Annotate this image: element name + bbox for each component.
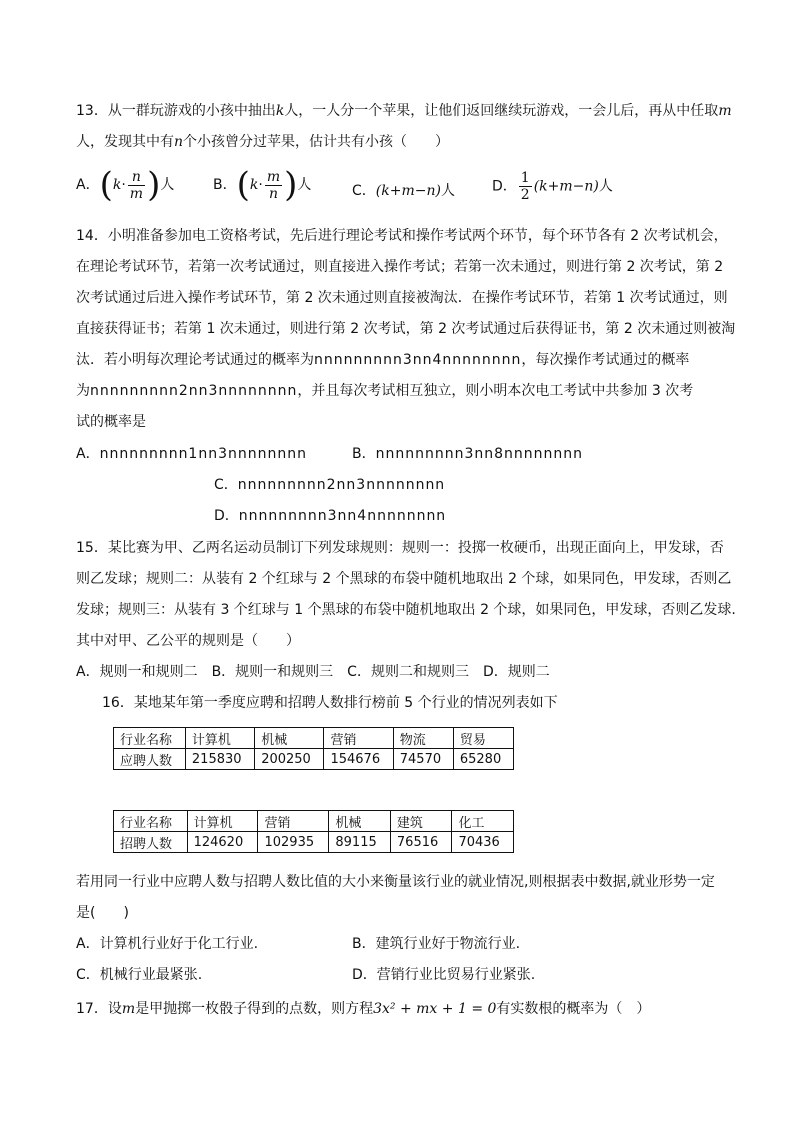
q13-text: 13．从一群玩游戏的小孩中抽出 bbox=[76, 103, 276, 119]
q13-option-b[interactable] bbox=[213, 165, 312, 205]
q16-option-b[interactable]: B．建筑行业好于物流行业. bbox=[352, 936, 521, 952]
unit: 人 bbox=[297, 177, 312, 193]
expression: (k+m−n) bbox=[375, 183, 441, 199]
q15-options[interactable]: A．规则一和规则二 B．规则一和规则三 C．规则二和规则三 D．规则二 bbox=[76, 664, 550, 680]
q17-line bbox=[76, 999, 650, 1019]
table-applicants bbox=[113, 727, 514, 770]
q14-line4: 直接获得证书；若第 1 次未通过，则进行第 2 次考试，第 2 次考试通过后获得证书，第 2 次未通过则被淘 bbox=[76, 321, 736, 337]
option-label: D． bbox=[492, 178, 517, 195]
denominator: n bbox=[268, 185, 278, 202]
numerator: m bbox=[266, 168, 281, 185]
q14-text: 为 bbox=[76, 383, 90, 399]
table-cell: 计算机 bbox=[185, 728, 254, 749]
table-recruitment bbox=[113, 810, 514, 853]
q15-line4: 其中对甲、乙公平的规则是（ ） bbox=[76, 633, 300, 649]
q13-option-c[interactable] bbox=[352, 180, 455, 200]
option-label: A． bbox=[76, 446, 100, 462]
q16-line1: 若用同一行业中应聘人数与招聘人数比值的大小来衡量该行业的就业情况,则根据表中数据,就业形势一定 bbox=[76, 874, 715, 890]
q14-option-d[interactable] bbox=[214, 506, 446, 526]
expression: (k+m−n) bbox=[533, 178, 599, 195]
var-m: m bbox=[718, 103, 732, 119]
table-cell: 招聘人数 bbox=[114, 832, 188, 853]
table-cell: 行业名称 bbox=[114, 728, 186, 749]
table-cell: 215830 bbox=[185, 749, 254, 770]
var-n: n bbox=[174, 134, 184, 150]
table-cell: 200250 bbox=[255, 749, 324, 770]
table-cell: 物流 bbox=[393, 728, 453, 749]
table-row bbox=[114, 749, 514, 770]
table-cell: 102935 bbox=[258, 832, 329, 853]
option-label: D． bbox=[214, 508, 239, 524]
table-row bbox=[114, 728, 514, 749]
fraction bbox=[128, 169, 145, 202]
table-cell: 65280 bbox=[453, 749, 513, 770]
q14-line7: 试的概率是 bbox=[76, 414, 146, 430]
table-cell: 124620 bbox=[187, 832, 258, 853]
q16-line2: 是( ) bbox=[76, 905, 129, 921]
dot: · bbox=[258, 177, 263, 193]
table-cell: 70436 bbox=[452, 832, 514, 853]
option-label: C． bbox=[214, 477, 238, 493]
q14-line5 bbox=[76, 350, 689, 370]
q13-text: 人，一人分一个苹果，让他们返回继续玩游戏，一会儿后，再从中任取 bbox=[284, 103, 719, 119]
right-paren: ) bbox=[284, 165, 298, 205]
q14-option-b[interactable] bbox=[352, 444, 583, 464]
unit: 人 bbox=[440, 183, 455, 199]
table-cell: 机械 bbox=[329, 811, 391, 832]
numerator: 1 bbox=[520, 170, 530, 186]
option-value: nnnnnnnnn3nn4nnnnnnnn bbox=[238, 508, 447, 524]
q15-line3: 发球；规则三：从装有 3 个红球与 1 个黑球的布袋中随机地取出 2 个球，如果同色，甲发球，否则乙发球. bbox=[76, 602, 736, 618]
q17-text: 有实数根的概率为（ ） bbox=[496, 1001, 651, 1017]
table-cell: 89115 bbox=[329, 832, 391, 853]
table-cell: 建筑 bbox=[390, 811, 452, 832]
var-k: k bbox=[275, 103, 285, 119]
q13-option-d[interactable] bbox=[492, 170, 613, 203]
q13-text: 人，发现其中有 bbox=[76, 134, 174, 150]
q13-line2 bbox=[76, 132, 449, 152]
placeholder-text: nnnnnnnnn2nn3nnnnnnnn bbox=[90, 383, 298, 399]
left-paren: ( bbox=[236, 165, 250, 205]
q15-line1: 15．某比赛为甲、乙两名运动员制订下列发球规则：规则一：投掷一枚硬币，出现正面向上，甲发球，否 bbox=[76, 540, 724, 556]
option-label: B． bbox=[213, 177, 237, 193]
option-label: C． bbox=[352, 183, 376, 199]
equation: 3x² + mx + 1 = 0 bbox=[373, 1001, 497, 1017]
table-cell: 应聘人数 bbox=[114, 749, 186, 770]
fraction bbox=[265, 169, 282, 202]
q14-text: ，并且每次考试相互独立，则小明本次电工考试中共参加 3 次考 bbox=[297, 383, 694, 399]
table-cell: 贸易 bbox=[453, 728, 513, 749]
numerator: n bbox=[128, 169, 145, 186]
var-k: k bbox=[112, 177, 122, 193]
table-cell: 74570 bbox=[393, 749, 453, 770]
option-value: nnnnnnnnn3nn8nnnnnnnn bbox=[375, 446, 584, 462]
q16-option-d[interactable]: D．营销行业比贸易行业紧张. bbox=[352, 967, 536, 983]
unit: 人 bbox=[160, 177, 175, 193]
q14-line2: 在理论考试环节，若第一次考试通过，则直接进入操作考试；若第一次未通过，则进行第 2 次考试，第 2 bbox=[76, 259, 724, 275]
option-label: A． bbox=[76, 177, 100, 193]
q17-text: 17．设 bbox=[76, 1001, 122, 1017]
fraction-half bbox=[519, 170, 532, 203]
q13-line1 bbox=[76, 101, 732, 121]
table-cell: 营销 bbox=[324, 728, 393, 749]
dot: · bbox=[121, 177, 126, 193]
unit: 人 bbox=[598, 178, 613, 195]
table-cell: 计算机 bbox=[187, 811, 258, 832]
q15-line2: 则乙发球；规则二：从装有 2 个红球与 2 个黑球的布袋中随机地取出 2 个球，如果同色，甲发球，否则乙 bbox=[76, 571, 732, 587]
table-cell: 化工 bbox=[452, 811, 514, 832]
table-cell: 76516 bbox=[390, 832, 452, 853]
option-value: nnnnnnnnn1nn3nnnnnnnn bbox=[99, 446, 307, 462]
table-cell: 营销 bbox=[258, 811, 329, 832]
option-value: nnnnnnnnn2nn3nnnnnnnn bbox=[237, 477, 446, 493]
q17-text: 是甲抛掷一枚骰子得到的点数，则方程 bbox=[135, 1001, 374, 1017]
q14-line3: 次考试通过后进入操作考试环节，第 2 次未通过则直接被淘汰．在操作考试环节，若第 1 次考试通过，则 bbox=[76, 290, 728, 306]
q14-text: ，每次操作考试通过的概率 bbox=[521, 352, 690, 368]
q16-intro: 16．某地某年第一季度应聘和招聘人数排行榜前 5 个行业的情况列表如下 bbox=[102, 695, 558, 711]
table-row bbox=[114, 811, 514, 832]
q14-text: 汰．若小明每次理论考试通过的概率为 bbox=[76, 352, 314, 368]
var-m: m bbox=[121, 1001, 136, 1017]
q14-option-c[interactable] bbox=[214, 475, 445, 495]
denominator: m bbox=[129, 185, 144, 202]
q14-line6 bbox=[76, 381, 693, 401]
right-paren: ) bbox=[147, 165, 161, 205]
table-cell: 154676 bbox=[324, 749, 393, 770]
var-k: k bbox=[249, 177, 259, 193]
table-cell: 行业名称 bbox=[114, 811, 188, 832]
placeholder-text: nnnnnnnnn3nn4nnnnnnnn bbox=[314, 352, 522, 368]
q16-option-a[interactable]: A．计算机行业好于化工行业. bbox=[76, 936, 259, 952]
q14-line1: 14．小明准备参加电工资格考试，先后进行理论考试和操作考试两个环节，每个环节各有 2 次考试机会， bbox=[76, 228, 728, 244]
denominator: 2 bbox=[520, 187, 530, 203]
q13-text: 个小孩曾分过苹果，估计共有小孩（ ） bbox=[183, 134, 450, 150]
q14-option-a[interactable] bbox=[76, 444, 307, 464]
option-label: B． bbox=[352, 446, 376, 462]
q13-option-a[interactable] bbox=[76, 165, 175, 205]
left-paren: ( bbox=[99, 165, 113, 205]
table-row bbox=[114, 832, 514, 853]
table-cell: 机械 bbox=[255, 728, 324, 749]
q16-option-c[interactable]: C．机械行业最紧张. bbox=[76, 967, 203, 983]
